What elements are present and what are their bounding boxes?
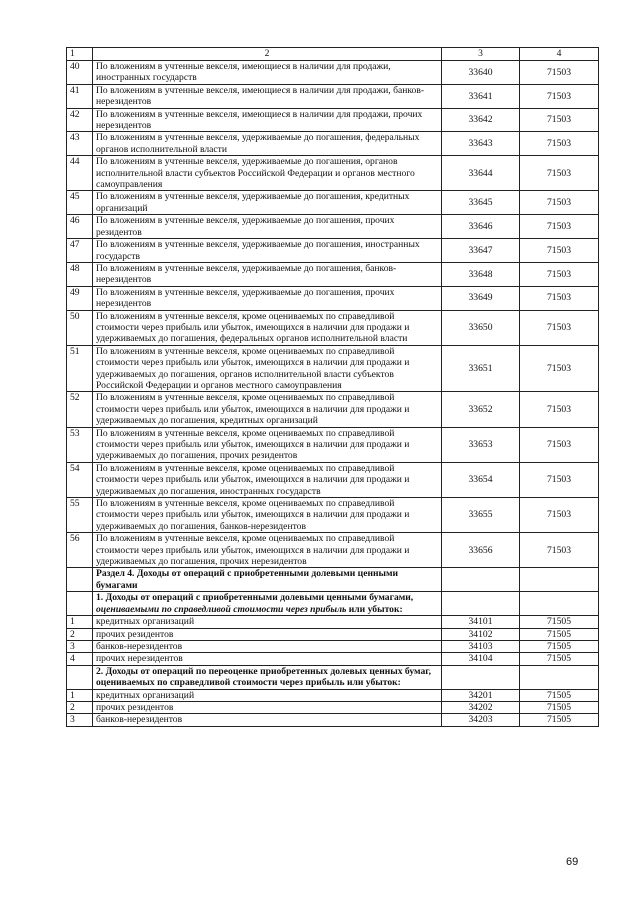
- section-4-title: Раздел 4. Доходы от операций с приобретенными долевыми ценными бумагами: [93, 568, 442, 592]
- row-code-col3: 33646: [442, 215, 520, 239]
- table-row: [67, 310, 599, 345]
- table-row: [67, 653, 599, 665]
- table-row: [67, 108, 599, 132]
- row-number: 55: [67, 498, 93, 533]
- row-description: По вложениям в учтенные векселя, кроме оцениваемых по справедливой стоимости через прибыль или убыток, имеющихся в наличии для продажи и удерживаемых до погашения, иностранных государств: [93, 462, 442, 497]
- row-number: 50: [67, 310, 93, 345]
- row-description: По вложениям в учтенные векселя, удерживаемые до погашения, органов исполнительной власти субъектов Российской Федерации и органов местного самоуправления: [93, 156, 442, 191]
- table-row: [67, 701, 599, 713]
- row-description: По вложениям в учтенные векселя, кроме оцениваемых по справедливой стоимости через прибыль или убыток, имеющихся в наличии для продажи и удерживаемых до погашения, федеральных органов исполнительной власти: [93, 310, 442, 345]
- row-code-col3: 33654: [442, 462, 520, 497]
- row-description: По вложениям в учтенные векселя, кроме оцениваемых по справедливой стоимости через прибыль или убыток, имеющихся в наличии для продажи и удерживаемых до погашения, кредитных организаций: [93, 392, 442, 427]
- row-code-col3: 34102: [442, 628, 520, 640]
- row-code-col4: 71505: [520, 701, 599, 713]
- row-code-col4: 71503: [520, 239, 599, 263]
- table-row: [67, 215, 599, 239]
- row-number: 43: [67, 132, 93, 156]
- row-code-col4: 71503: [520, 156, 599, 191]
- subsection-heading-row: [67, 592, 599, 616]
- row-code-col4: 71503: [520, 462, 599, 497]
- row-number: 56: [67, 533, 93, 568]
- row-description: кредитных организаций: [93, 616, 442, 628]
- row-number: 3: [67, 714, 93, 726]
- row-number: 54: [67, 462, 93, 497]
- row-description: По вложениям в учтенные векселя, удерживаемые до погашения, прочих резидентов: [93, 215, 442, 239]
- column-header-row: [67, 48, 599, 61]
- row-code-col4: 71505: [520, 714, 599, 726]
- row-code-col4: 71503: [520, 533, 599, 568]
- table-row: [67, 462, 599, 497]
- row-code-col3: 33640: [442, 61, 520, 85]
- row-number: 3: [67, 640, 93, 652]
- row-code-col4: 71503: [520, 392, 599, 427]
- subsection-2-title: 2. Доходы от операций по переоценке приобретенных долевых ценных бумаг, оцениваемых по справедливой стоимости через прибыль или убыток:: [93, 665, 442, 689]
- row-number: 44: [67, 156, 93, 191]
- row-code-col3: 33651: [442, 345, 520, 392]
- row-description: По вложениям в учтенные векселя, кроме оцениваемых по справедливой стоимости через прибыль или убыток, имеющихся в наличии для продажи и удерживаемых до погашения, банков-нерезидентов: [93, 498, 442, 533]
- row-code-col3: 33649: [442, 286, 520, 310]
- row-code-col4: 71503: [520, 345, 599, 392]
- row-code-col4: 71503: [520, 132, 599, 156]
- row-description: прочих резидентов: [93, 628, 442, 640]
- row-description: прочих резидентов: [93, 701, 442, 713]
- table-row: [67, 628, 599, 640]
- row-description: По вложениям в учтенные векселя, удерживаемые до погашения, федеральных органов исполнительной власти: [93, 132, 442, 156]
- row-code-col4: 71505: [520, 653, 599, 665]
- row-code-col4: 71503: [520, 215, 599, 239]
- row-code-col3: 33653: [442, 427, 520, 462]
- column-header-4: 4: [520, 48, 599, 61]
- row-code-col3: 33656: [442, 533, 520, 568]
- row-code-col4: 71503: [520, 108, 599, 132]
- row-description: По вложениям в учтенные векселя, кроме оцениваемых по справедливой стоимости через прибыль или убыток, имеющихся в наличии для продажи и удерживаемых до погашения, прочих резидентов: [93, 427, 442, 462]
- table-row: [67, 392, 599, 427]
- table-row: [67, 689, 599, 701]
- table-row: [67, 156, 599, 191]
- table-row: [67, 262, 599, 286]
- row-code-col4: 71505: [520, 689, 599, 701]
- row-description: По вложениям в учтенные векселя, удерживаемые до погашения, иностранных государств: [93, 239, 442, 263]
- row-number: 46: [67, 215, 93, 239]
- column-header-1: 1: [67, 48, 93, 61]
- table-row: [67, 533, 599, 568]
- row-code-col3: 34101: [442, 616, 520, 628]
- table-row: [67, 427, 599, 462]
- column-header-3: 3: [442, 48, 520, 61]
- row-description: По вложениям в учтенные векселя, кроме оцениваемых по справедливой стоимости через прибыль или убыток, имеющихся в наличии для продажи и удерживаемых до погашения, прочих нерезидентов: [93, 533, 442, 568]
- row-number: 4: [67, 653, 93, 665]
- row-number: 49: [67, 286, 93, 310]
- row-code-col3: 33643: [442, 132, 520, 156]
- row-number: 48: [67, 262, 93, 286]
- row-code-col3: 33647: [442, 239, 520, 263]
- row-code-col4: 71503: [520, 61, 599, 85]
- table-row: [67, 345, 599, 392]
- row-number: 1: [67, 616, 93, 628]
- row-code-col3: 33642: [442, 108, 520, 132]
- page-number: 69: [566, 856, 579, 868]
- row-code-col4: 71503: [520, 310, 599, 345]
- column-header-2: 2: [93, 48, 442, 61]
- row-number: 2: [67, 628, 93, 640]
- row-description: По вложениям в учтенные векселя, кроме оцениваемых по справедливой стоимости через прибыль или убыток, имеющихся в наличии для продажи и удерживаемых до погашения, органов исполнительной власти субъектов Российской Федерации и органов местного самоуправления: [93, 345, 442, 392]
- row-code-col3: 34203: [442, 714, 520, 726]
- row-number: 1: [67, 689, 93, 701]
- table-row: [67, 61, 599, 85]
- row-code-col3: 34202: [442, 701, 520, 713]
- row-code-col3: 34103: [442, 640, 520, 652]
- row-code-col4: 71503: [520, 427, 599, 462]
- row-number: 45: [67, 191, 93, 215]
- row-description: По вложениям в учтенные векселя, удерживаемые до погашения, банков-нерезидентов: [93, 262, 442, 286]
- row-description: По вложениям в учтенные векселя, имеющиеся в наличии для продажи, банков-нерезидентов: [93, 84, 442, 108]
- row-description: По вложениям в учтенные векселя, удерживаемые до погашения, кредитных организаций: [93, 191, 442, 215]
- row-number: 51: [67, 345, 93, 392]
- table-row: [67, 191, 599, 215]
- row-description: прочих нерезидентов: [93, 653, 442, 665]
- accounts-table: [66, 47, 599, 727]
- row-code-col3: 33648: [442, 262, 520, 286]
- row-code-col4: 71503: [520, 262, 599, 286]
- row-description: кредитных организаций: [93, 689, 442, 701]
- row-code-col4: 71505: [520, 616, 599, 628]
- row-code-col3: 34201: [442, 689, 520, 701]
- row-code-col4: 71503: [520, 84, 599, 108]
- row-code-col4: 71503: [520, 498, 599, 533]
- row-code-col3: 33655: [442, 498, 520, 533]
- row-number: 40: [67, 61, 93, 85]
- row-description: банков-нерезидентов: [93, 640, 442, 652]
- row-description: банков-нерезидентов: [93, 714, 442, 726]
- row-number: 42: [67, 108, 93, 132]
- row-code-col4: 71503: [520, 286, 599, 310]
- row-number: 2: [67, 701, 93, 713]
- row-number: 53: [67, 427, 93, 462]
- row-code-col3: 33652: [442, 392, 520, 427]
- row-code-col3: 33645: [442, 191, 520, 215]
- row-code-col4: 71503: [520, 191, 599, 215]
- row-code-col3: 34104: [442, 653, 520, 665]
- row-number: 47: [67, 239, 93, 263]
- row-code-col3: 33650: [442, 310, 520, 345]
- row-number: 52: [67, 392, 93, 427]
- subsection-heading-row: [67, 665, 599, 689]
- table-row: [67, 640, 599, 652]
- table-row: [67, 132, 599, 156]
- row-code-col3: 33641: [442, 84, 520, 108]
- row-code-col4: 71505: [520, 640, 599, 652]
- subsection-1-title: 1. Доходы от операций с приобретенными долевыми ценными бумагами, оцениваемыми по справедливой стоимости через прибыль или убыток:: [93, 592, 442, 616]
- row-description: По вложениям в учтенные векселя, имеющиеся в наличии для продажи, иностранных государств: [93, 61, 442, 85]
- row-code-col3: 33644: [442, 156, 520, 191]
- row-description: По вложениям в учтенные векселя, имеющиеся в наличии для продажи, прочих нерезидентов: [93, 108, 442, 132]
- section-heading-row: [67, 568, 599, 592]
- table-row: [67, 714, 599, 726]
- table-row: [67, 286, 599, 310]
- table-row: [67, 498, 599, 533]
- row-description: По вложениям в учтенные векселя, удерживаемые до погашения, прочих нерезидентов: [93, 286, 442, 310]
- row-number: 41: [67, 84, 93, 108]
- table-row: [67, 84, 599, 108]
- row-code-col4: 71505: [520, 628, 599, 640]
- table-row: [67, 239, 599, 263]
- table-row: [67, 616, 599, 628]
